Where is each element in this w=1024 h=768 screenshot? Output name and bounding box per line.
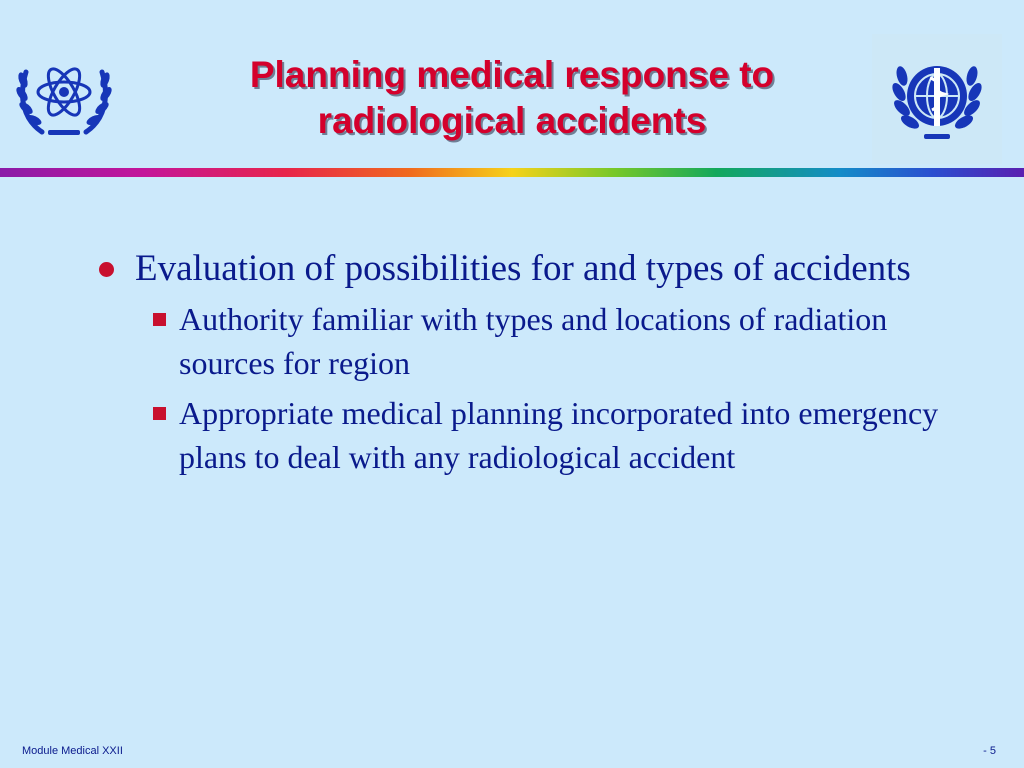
who-emblem-icon <box>872 34 1002 164</box>
sub-bullet <box>95 391 955 479</box>
slide-body <box>95 246 955 479</box>
bullet-level-1 <box>95 246 955 291</box>
round-bullet-icon <box>99 262 114 277</box>
footer-module-label: Module Medical XXII <box>22 745 123 757</box>
title-line-2: radiological accidents <box>317 100 707 141</box>
title-line-1: Planning medical response to <box>249 54 775 95</box>
square-bullet-icon <box>153 313 166 326</box>
sub-bullet <box>95 297 955 385</box>
bullet-text: Evaluation of possibilities for and types of accidents <box>135 248 911 289</box>
slide-title <box>150 52 874 144</box>
footer-page-number: - 5 <box>983 745 996 757</box>
rainbow-divider <box>0 168 1024 177</box>
sub-bullet-text: Authority familiar with types and locations of radiation sources for region <box>179 301 888 381</box>
sub-bullet-text: Appropriate medical planning incorporated into emergency plans to deal with any radiological accident <box>179 395 939 475</box>
iaea-emblem-icon <box>14 50 114 140</box>
square-bullet-icon <box>153 407 166 420</box>
